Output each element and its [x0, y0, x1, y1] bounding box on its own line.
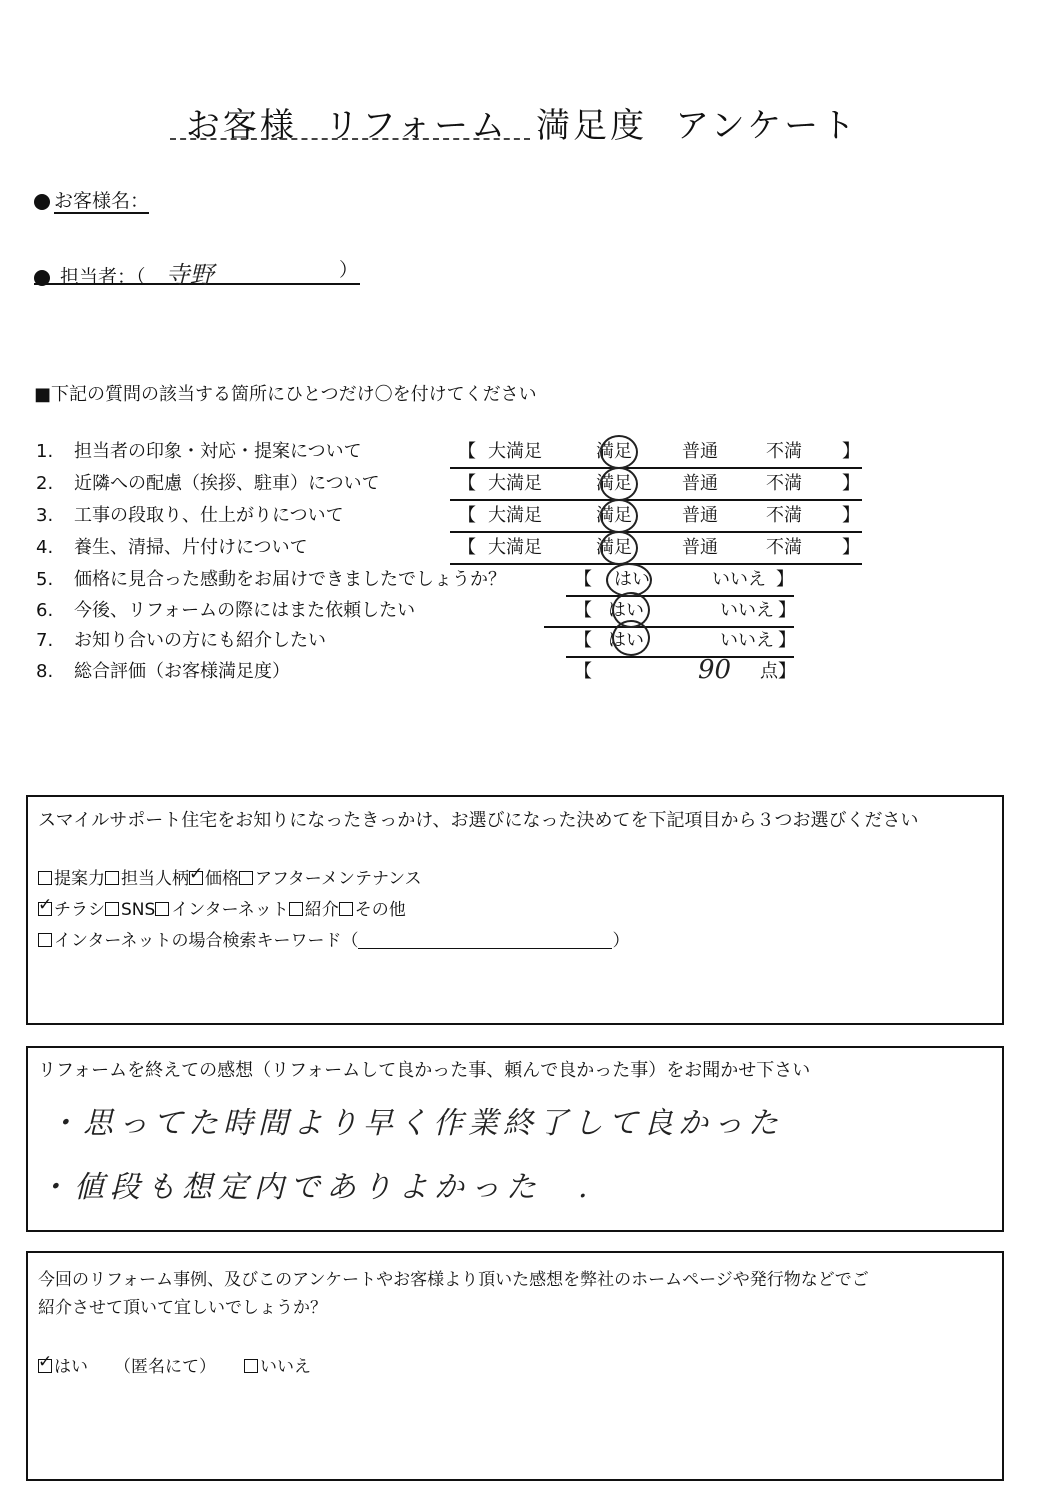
bracket-close: 】 — [842, 441, 860, 462]
bracket-open: 【 — [574, 630, 592, 651]
option-satisfied[interactable]: 満足 — [596, 537, 632, 558]
yes-no-scale[interactable] — [566, 626, 794, 658]
bracket-close: 】 — [842, 537, 860, 558]
title-part: 満足度 — [536, 106, 648, 146]
bracket-close: 】 — [842, 505, 860, 526]
score-value[interactable]: 90 — [698, 655, 732, 685]
impression-line[interactable]: ・思ってた時間より早く作業終了して良かった — [48, 1106, 783, 1141]
question-text: 工事の段取り、仕上がりについて — [74, 505, 344, 526]
impression-box — [26, 1046, 1004, 1232]
answer-circle — [600, 435, 638, 469]
option-dissatisfied[interactable]: 不満 — [766, 505, 802, 526]
checkbox-proposal[interactable] — [38, 871, 52, 885]
keyword-close: ） — [612, 931, 630, 951]
option-label: 提案力 — [54, 869, 105, 889]
instruction-text: ■下記の質問の該当する箇所にひとつだけ〇を付けてください — [34, 384, 537, 405]
consent-options — [38, 1352, 311, 1377]
option-no[interactable]: いいえ — [712, 569, 766, 590]
consent-anonymous-label: （匿名にて） — [114, 1357, 216, 1377]
bracket-close: 】 — [778, 600, 796, 621]
checkbox-staff-personality[interactable] — [105, 871, 119, 885]
customer-name-label: お客様名： — [54, 190, 150, 212]
options-row — [38, 895, 406, 920]
checkbox-keyword[interactable] — [38, 933, 52, 947]
consent-heading: 今回のリフォーム事例、及びこのアンケートやお客様より頂いた感想を弊社のホームページや発行物などでご — [38, 1270, 869, 1290]
question-number: 1. — [36, 441, 54, 462]
customer-name-row — [34, 186, 149, 213]
rating-scale[interactable] — [450, 469, 862, 501]
checkbox-after-maintenance[interactable] — [239, 871, 253, 885]
impression-heading: リフォームを終えての感想（リフォームして良かった事、頼んで良かった事）をお聞かせ下さい — [38, 1060, 811, 1081]
option-label: その他 — [354, 900, 406, 920]
option-very-satisfied[interactable]: 大満足 — [488, 441, 542, 462]
option-very-satisfied[interactable]: 大満足 — [488, 505, 542, 526]
rating-scale[interactable] — [450, 437, 862, 469]
question-text: 価格に見合った感動をお届けできましたでしょうか？ — [74, 569, 506, 590]
option-satisfied[interactable]: 満足 — [596, 441, 632, 462]
question-text: お知り合いの方にも紹介したい — [74, 630, 326, 651]
option-yes[interactable]: はい — [614, 569, 650, 590]
checkbox-sns[interactable] — [105, 902, 119, 916]
question-row — [36, 626, 326, 656]
staff-row — [34, 255, 360, 289]
option-normal[interactable]: 普通 — [682, 473, 718, 494]
question-number: 2. — [36, 473, 54, 494]
checkbox-other[interactable] — [339, 902, 353, 916]
question-row — [36, 657, 290, 687]
checkbox-yes[interactable] — [38, 1359, 52, 1373]
bracket-close: 】 — [842, 473, 860, 494]
keyword-label: インターネットの場合検索キーワード（ — [54, 931, 359, 951]
option-satisfied[interactable]: 満足 — [596, 505, 632, 526]
staff-label: 担当者：（ — [60, 266, 146, 288]
answer-circle — [612, 620, 650, 656]
bracket-open: 【 — [458, 505, 476, 526]
question-number: 3. — [36, 505, 54, 526]
bracket-open: 【 — [458, 473, 476, 494]
question-row — [36, 565, 506, 595]
answer-circle — [600, 531, 638, 565]
option-satisfied[interactable]: 満足 — [596, 473, 632, 494]
options-row — [38, 864, 422, 889]
question-text: 養生、清掃、片付けについて — [74, 537, 308, 558]
keyword-input[interactable] — [358, 930, 612, 949]
question-text: 担当者の印象・対応・提案について — [74, 441, 362, 462]
question-number: 5. — [36, 569, 54, 590]
rating-scale[interactable] — [450, 501, 862, 533]
consent-no-label: いいえ — [260, 1357, 311, 1377]
option-label: インターネット — [171, 900, 289, 920]
option-label: SNS — [121, 900, 156, 920]
source-heading: スマイルサポート住宅をお知りになったきっかけ、お選びになった決めてを下記項目から３つお選びください — [38, 810, 919, 831]
option-label: 価格 — [205, 869, 239, 889]
title-underline — [170, 138, 530, 140]
option-dissatisfied[interactable]: 不満 — [766, 473, 802, 494]
yes-no-scale[interactable] — [566, 565, 794, 597]
option-very-satisfied[interactable]: 大満足 — [488, 473, 542, 494]
title-part: リフォーム — [324, 106, 509, 146]
option-normal[interactable]: 普通 — [682, 537, 718, 558]
score-row — [574, 657, 794, 687]
option-no[interactable]: いいえ — [720, 600, 774, 621]
title-part: アンケート — [675, 106, 859, 146]
answer-circle — [600, 499, 638, 533]
question-text: 総合評価（お客様満足度） — [74, 661, 290, 682]
option-normal[interactable]: 普通 — [682, 505, 718, 526]
option-very-satisfied[interactable]: 大満足 — [488, 537, 542, 558]
question-text: 近隣への配慮（挨拶、駐車）について — [74, 473, 380, 494]
option-dissatisfied[interactable]: 不満 — [766, 537, 802, 558]
bracket-close: 】 — [778, 630, 796, 651]
option-normal[interactable]: 普通 — [682, 441, 718, 462]
checkbox-referral[interactable] — [289, 902, 303, 916]
question-number: 7. — [36, 630, 54, 651]
question-row — [36, 501, 344, 531]
bracket-open: 【 — [458, 537, 476, 558]
checkbox-internet[interactable] — [155, 902, 169, 916]
consent-box — [26, 1251, 1004, 1481]
bullet-icon — [34, 270, 50, 286]
answer-circle — [600, 467, 638, 501]
checkbox-flyer[interactable] — [38, 902, 52, 916]
bullet-icon — [34, 194, 50, 210]
impression-line[interactable]: ・値段も想定内でありよかった . — [38, 1170, 594, 1205]
option-yes[interactable]: はい — [608, 600, 644, 621]
consent-heading: 紹介させて頂いて宜しいでしょうか？ — [38, 1298, 327, 1318]
question-row — [36, 469, 380, 499]
question-number: 8. — [36, 661, 54, 682]
points-label: 点】 — [760, 661, 796, 682]
checkbox-no[interactable] — [244, 1359, 258, 1373]
keyword-row — [38, 926, 678, 951]
question-row — [36, 533, 308, 563]
option-no[interactable]: いいえ — [720, 630, 774, 651]
bracket-close: 】 — [776, 569, 794, 590]
rating-scale[interactable] — [450, 533, 862, 565]
staff-value[interactable]: 寺野 — [165, 261, 214, 289]
question-row — [36, 596, 415, 626]
source-box — [26, 795, 1004, 1025]
bracket-open: 【 — [574, 569, 592, 590]
consent-yes-label: はい — [54, 1357, 88, 1377]
title-part: お客様 — [185, 106, 297, 146]
bracket-open: 【 — [458, 441, 476, 462]
question-number: 6. — [36, 600, 54, 621]
option-dissatisfied[interactable]: 不満 — [766, 441, 802, 462]
staff-close: ） — [339, 259, 359, 281]
bracket-open: 【 — [574, 661, 592, 682]
option-label: 紹介 — [304, 900, 339, 920]
option-yes[interactable]: はい — [608, 630, 644, 651]
question-number: 4. — [36, 537, 54, 558]
yes-no-scale[interactable] — [544, 596, 794, 628]
option-label: アフターメンテナンス — [255, 869, 422, 889]
question-text: 今後、リフォームの際にはまた依頼したい — [74, 600, 416, 621]
option-label: 担当人柄 — [121, 869, 189, 889]
checkbox-price[interactable] — [189, 871, 203, 885]
question-row — [36, 437, 362, 467]
bracket-open: 【 — [574, 600, 592, 621]
option-label: チラシ — [54, 900, 105, 920]
